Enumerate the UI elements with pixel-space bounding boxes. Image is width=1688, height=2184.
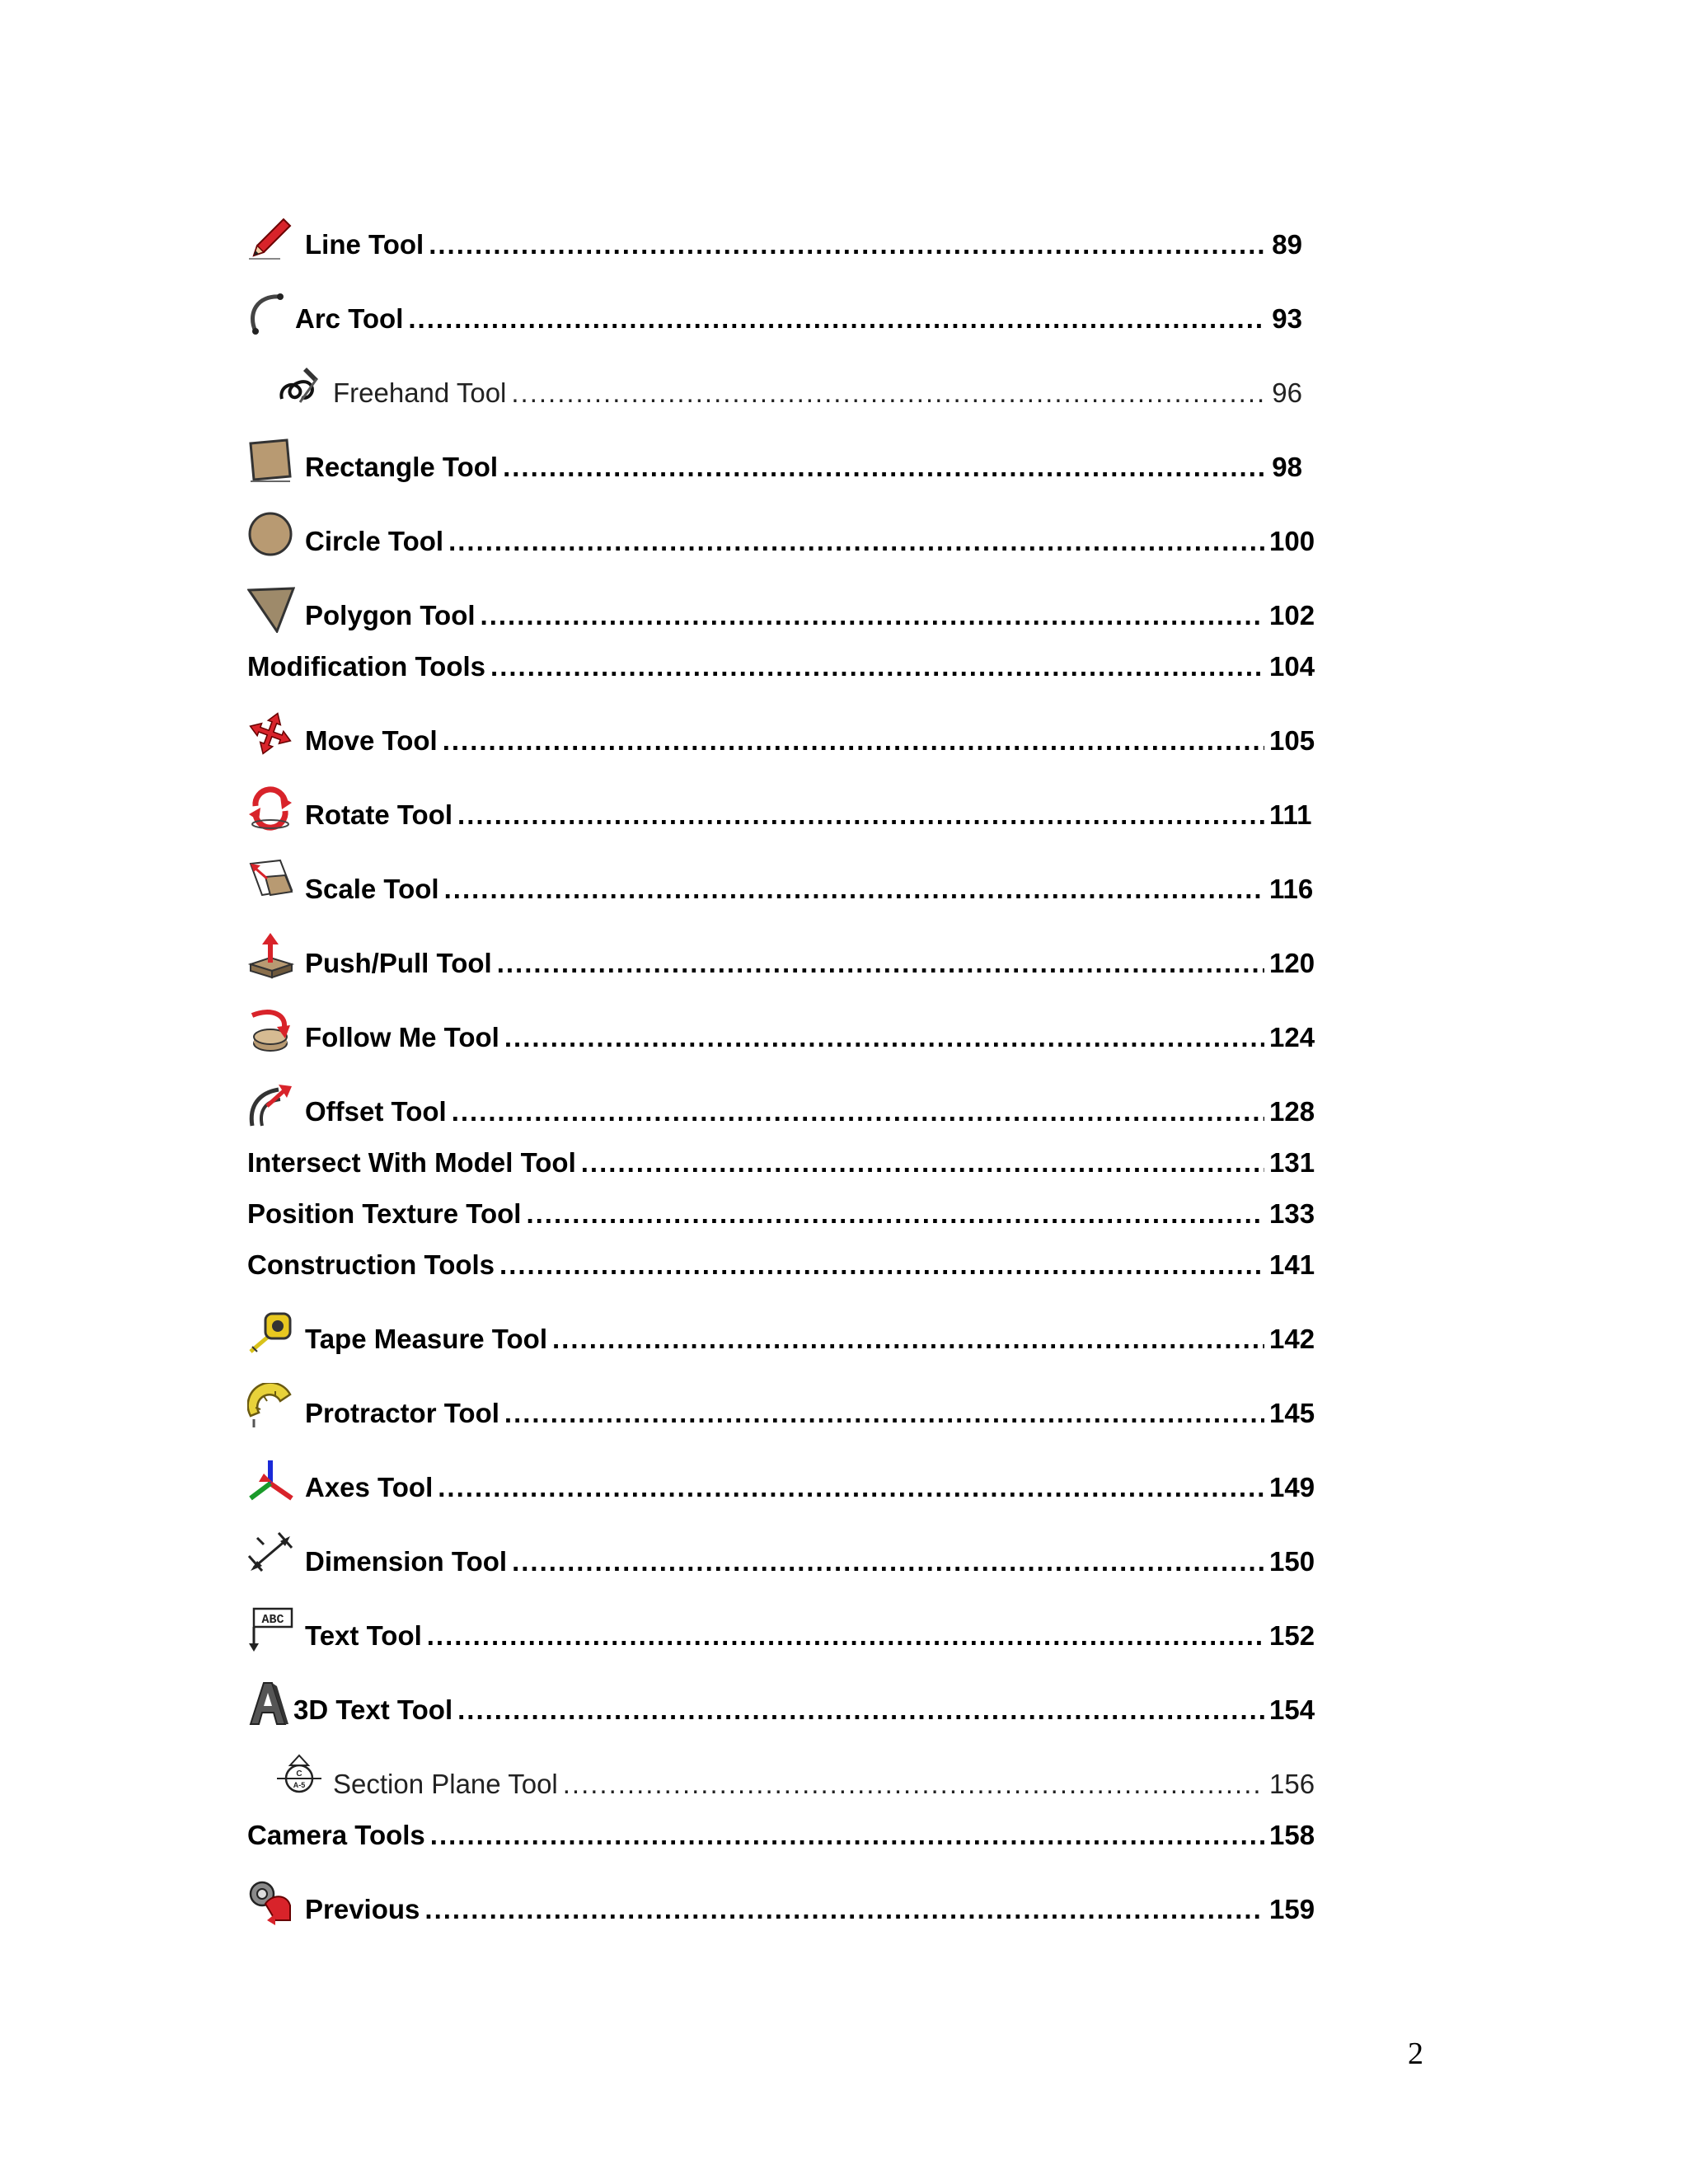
toc-page-number: 111 (1269, 799, 1312, 830)
toc-label: Intersect With Model Tool (247, 1147, 576, 1178)
follow-me-icon (247, 1007, 295, 1055)
table-of-contents (247, 190, 1315, 1929)
toc-entry-move-tool[interactable] (247, 686, 1315, 760)
toc-leader (457, 799, 1264, 834)
toc-leader (497, 948, 1264, 982)
toc-page-number: 158 (1269, 1820, 1315, 1850)
toc-leader (457, 1694, 1264, 1729)
scale-icon (247, 859, 295, 907)
toc-page-number: 116 (1269, 874, 1314, 904)
toc-label: 3D Text Tool (293, 1694, 453, 1725)
move-icon (247, 710, 295, 758)
toc-label: Circle Tool (305, 526, 444, 556)
toc-entry-push-pull-tool[interactable] (247, 908, 1315, 982)
toc-entry-rotate-tool[interactable] (247, 760, 1312, 834)
toc-label: Line Tool (305, 229, 424, 260)
toc-page-number: 128 (1269, 1096, 1315, 1127)
arc-icon (247, 288, 288, 336)
toc-label: Previous (305, 1894, 420, 1924)
toc-page-number: 159 (1269, 1894, 1315, 1924)
toc-page-number: 141 (1269, 1249, 1315, 1280)
toc-label: Offset Tool (305, 1096, 447, 1127)
section-plane-icon-top: C (296, 1769, 302, 1779)
toc-page-number: 105 (1269, 725, 1315, 756)
toc-entry-protractor-tool[interactable] (247, 1358, 1315, 1432)
section-plane-icon (275, 1754, 323, 1802)
rectangle-icon (247, 437, 295, 485)
toc-page-number: 98 (1272, 452, 1302, 482)
toc-label: Dimension Tool (305, 1546, 508, 1577)
toc-leader (443, 725, 1264, 760)
3d-text-icon (247, 1680, 288, 1727)
toc-entry-section-plane-tool[interactable] (247, 1729, 1315, 1803)
toc-leader (427, 1620, 1264, 1655)
toc-leader (430, 1820, 1264, 1854)
toc-leader (452, 1096, 1264, 1131)
section-plane-icon-bottom: A-5 (293, 1781, 306, 1789)
toc-entry-dimension-tool[interactable] (247, 1507, 1315, 1581)
toc-entry-3d-text-tool[interactable] (247, 1655, 1315, 1729)
toc-leader (526, 1198, 1264, 1233)
toc-page-number: 102 (1269, 600, 1315, 630)
toc-label: Position Texture Tool (247, 1198, 522, 1229)
toc-entry-scale-tool[interactable] (247, 834, 1314, 908)
tape-measure-icon (247, 1309, 295, 1357)
toc-label: Section Plane Tool (333, 1769, 558, 1799)
toc-entry-tape-measure-tool[interactable] (247, 1284, 1315, 1358)
toc-entry-follow-me-tool[interactable] (247, 982, 1315, 1057)
toc-label: Rectangle Tool (305, 452, 499, 482)
polygon-icon (247, 585, 295, 633)
toc-page-number: 145 (1269, 1398, 1315, 1428)
toc-page-number: 149 (1269, 1472, 1315, 1502)
toc-label: Move Tool (305, 725, 438, 756)
toc-entry-axes-tool[interactable] (247, 1432, 1315, 1507)
toc-page-number: 120 (1269, 948, 1315, 978)
toc-page-number: 142 (1269, 1324, 1315, 1354)
text-tool-icon (247, 1605, 295, 1653)
toc-page-number: 89 (1272, 229, 1302, 260)
toc-label: Text Tool (305, 1620, 422, 1651)
toc-leader (444, 874, 1264, 908)
dimension-icon (247, 1531, 295, 1579)
toc-entry-text-tool[interactable] (247, 1581, 1315, 1655)
toc-leader (438, 1472, 1264, 1507)
toc-page-number: 100 (1269, 526, 1315, 556)
toc-page-number: 96 (1272, 377, 1302, 408)
toc-leader (424, 1894, 1264, 1929)
freehand-icon (275, 363, 323, 410)
protractor-icon (247, 1383, 295, 1431)
toc-leader (512, 1546, 1264, 1581)
toc-label: Polygon Tool (305, 600, 476, 630)
toc-leader (563, 1769, 1264, 1803)
push-pull-icon (247, 933, 295, 981)
toc-label: Freehand Tool (333, 377, 507, 408)
toc-leader (448, 526, 1264, 560)
toc-page-number: 152 (1269, 1620, 1315, 1651)
toc-entry-polygon-tool[interactable] (247, 560, 1315, 635)
toc-leader (503, 452, 1264, 486)
toc-entry-construction-tools[interactable] (247, 1233, 1315, 1284)
toc-entry-line-tool[interactable] (247, 190, 1302, 264)
text-tool-icon-label: ABC (261, 1613, 284, 1627)
toc-page-number: 133 (1269, 1198, 1315, 1229)
toc-leader (499, 1249, 1264, 1284)
toc-entry-offset-tool[interactable] (247, 1057, 1315, 1131)
offset-icon (247, 1081, 295, 1129)
toc-label: Tape Measure Tool (305, 1324, 548, 1354)
toc-label: Construction Tools (247, 1249, 495, 1280)
toc-entry-rectangle-tool[interactable] (247, 412, 1302, 486)
toc-entry-circle-tool[interactable] (247, 486, 1315, 560)
toc-label: Protractor Tool (305, 1398, 499, 1428)
rotate-icon (247, 785, 295, 832)
toc-label: Push/Pull Tool (305, 948, 492, 978)
footer-page-number: 2 (1408, 2036, 1423, 2071)
toc-leader (408, 303, 1264, 338)
toc-page-number: 93 (1272, 303, 1302, 334)
toc-label: Scale Tool (305, 874, 439, 904)
previous-icon (247, 1879, 295, 1927)
toc-page-number: 154 (1269, 1694, 1315, 1725)
toc-leader (511, 377, 1264, 412)
toc-label: Rotate Tool (305, 799, 453, 830)
toc-label: Axes Tool (305, 1472, 434, 1502)
toc-entry-previous[interactable] (247, 1854, 1315, 1929)
toc-entry-arc-tool[interactable] (247, 264, 1302, 338)
toc-leader (581, 1147, 1264, 1182)
toc-page-number: 156 (1269, 1769, 1315, 1799)
axes-icon (247, 1457, 295, 1505)
toc-leader (504, 1022, 1264, 1057)
toc-page-number: 124 (1269, 1022, 1315, 1052)
toc-label: Modification Tools (247, 651, 486, 682)
toc-page-number: 150 (1269, 1546, 1315, 1577)
toc-label: Arc Tool (295, 303, 404, 334)
toc-entry-camera-tools[interactable] (247, 1803, 1315, 1854)
toc-page-number: 104 (1269, 651, 1315, 682)
toc-leader (504, 1398, 1264, 1432)
toc-label: Camera Tools (247, 1820, 425, 1850)
toc-leader (429, 229, 1264, 264)
circle-icon (247, 511, 295, 559)
toc-entry-freehand-tool[interactable] (247, 338, 1302, 412)
toc-leader (490, 651, 1264, 686)
toc-label: Follow Me Tool (305, 1022, 499, 1052)
toc-leader (481, 600, 1264, 635)
toc-page-number: 131 (1269, 1147, 1315, 1178)
toc-entry-intersect-with-model-tool[interactable] (247, 1131, 1315, 1182)
pencil-icon (247, 214, 295, 262)
toc-entry-position-texture-tool[interactable] (247, 1182, 1315, 1233)
toc-leader (552, 1324, 1264, 1358)
toc-entry-modification-tools[interactable] (247, 635, 1315, 686)
